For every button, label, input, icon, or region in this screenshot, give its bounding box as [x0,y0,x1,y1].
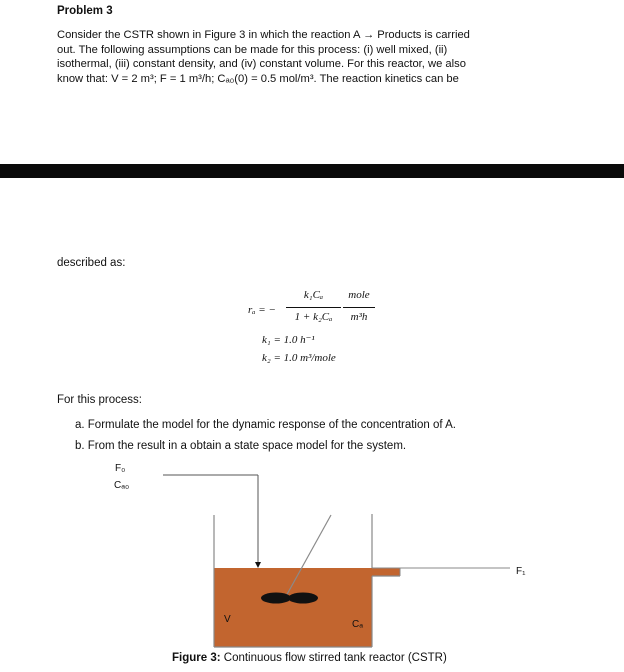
units-denominator: m³h [350,311,368,323]
problem-title: Problem 3 [57,5,113,17]
inlet-concentration-label: Cₐ₀ [114,480,130,491]
caption-label: Figure 3: [172,652,221,664]
figure-caption [172,652,447,664]
reactor-concentration-label: Cₐ [352,619,363,630]
outlet-flow-label: F₁ [516,566,526,577]
k2-equation: k₂ = 1.0 m³/mole [262,352,336,364]
k1-equation: k₁ = 1.0 h⁻¹ [262,334,315,346]
rate-lhs: rₐ = − [248,304,276,316]
intro-line-2: out. The following assumptions can be made for this process: (i) well mixed, (ii) [57,43,448,56]
described-as-text: described as: [57,257,126,269]
impeller-blade-left [261,593,291,604]
inlet-arrow-icon [255,562,261,568]
reactor-liquid [214,568,372,647]
caption-text: Continuous flow stirred tank reactor (CSTR) [220,652,447,664]
impeller-blade-right [288,593,318,604]
question-b: b. From the result in a obtain a state space model for the system. [75,440,407,452]
inlet-flow-label: F₀ [115,463,126,474]
intro-line-4: know that: V = 2 m³; F = 1 m³/h; Cₐ₀(0) = 0.5 mol/m³. The reaction kinetics can be [57,72,459,85]
rate-denominator: 1 + k₂Cₐ [294,311,333,323]
rate-numerator: k₁Cₐ [303,289,324,301]
outlet-liquid [372,568,400,576]
volume-label: V [224,614,231,625]
units-numerator: mole [348,289,370,301]
question-a: a. Formulate the model for the dynamic response of the concentration of A. [75,419,456,431]
intro-line-1: Consider the CSTR shown in Figure 3 in which the reaction A → Products is carried [57,29,470,41]
intro-line-3: isothermal, (iii) constant density, and (iv) constant volume. For this reactor, we also [57,58,466,70]
process-heading: For this process: [57,394,142,406]
